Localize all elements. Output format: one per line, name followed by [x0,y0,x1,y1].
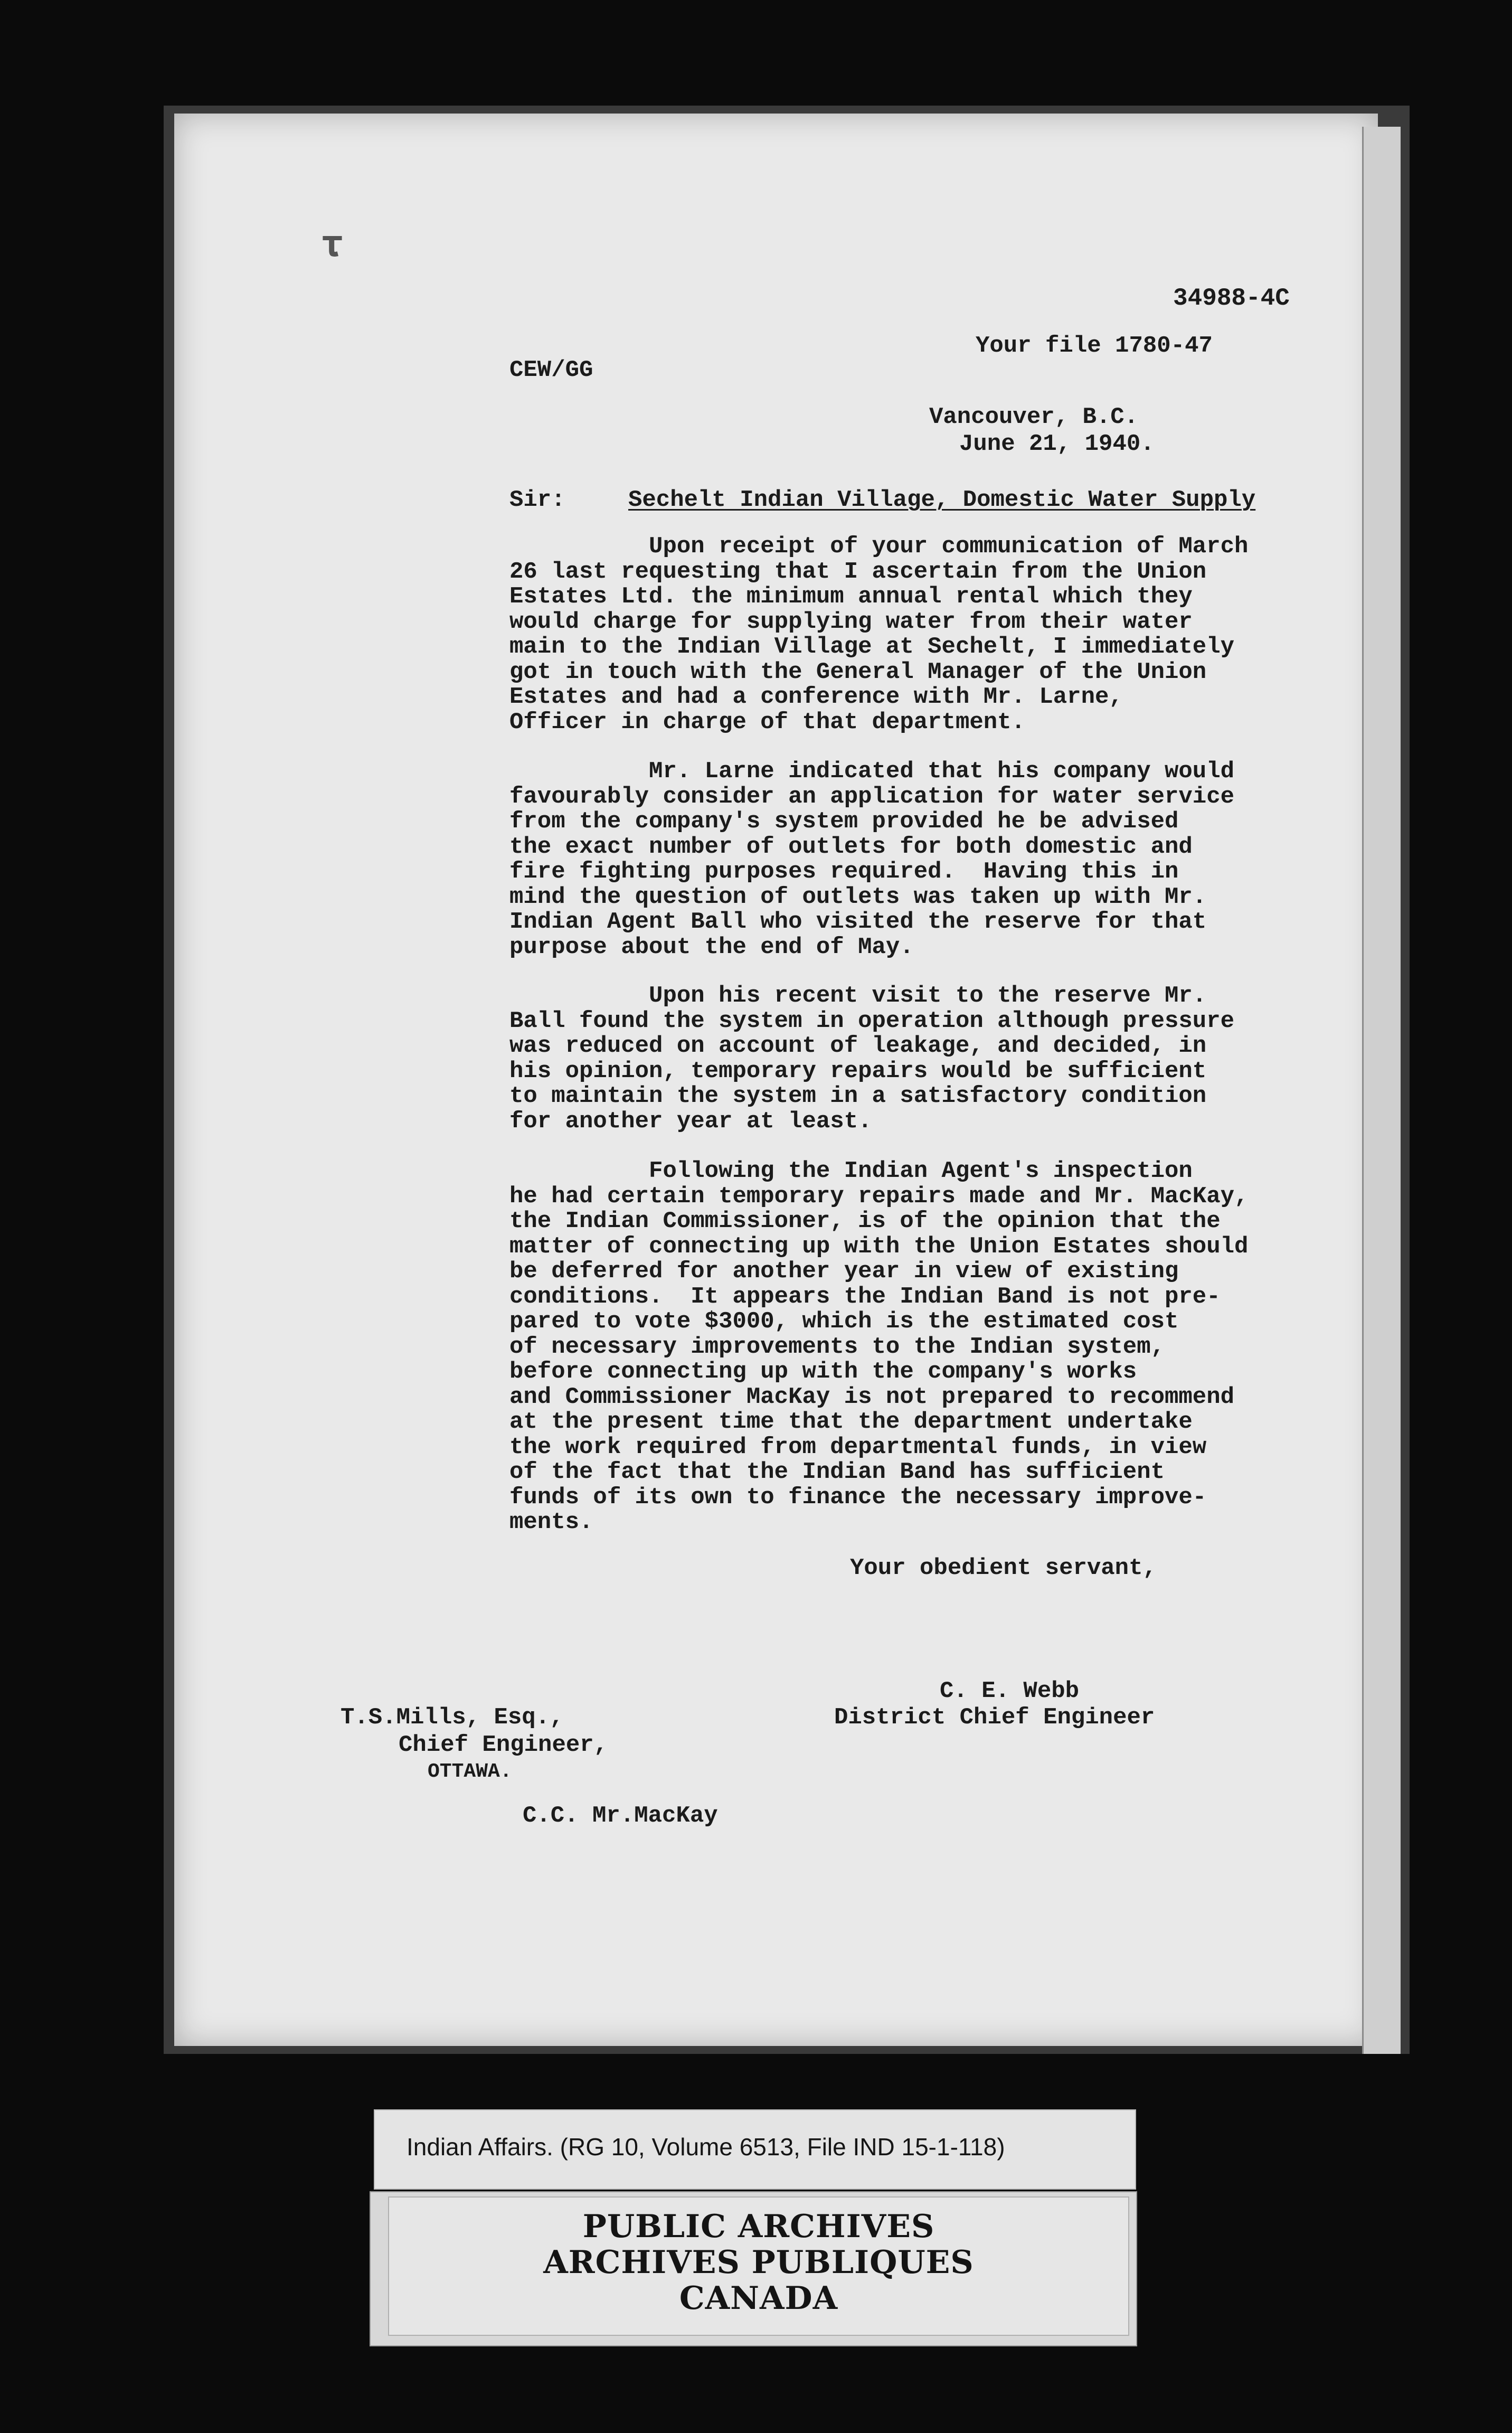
paragraph-line: be deferred for another year in view of existing [509,1258,1179,1285]
paragraph-3 [509,984,1234,1134]
subject-line: Sechelt Indian Village, Domestic Water Supply [628,487,1256,513]
carbon-copy-line: C.C. Mr.MacKay [523,1803,718,1829]
paragraph-line: the Indian Commissioner, is of the opinion that the [509,1208,1221,1234]
paragraph-line: funds of its own to finance the necessary improve- [509,1484,1207,1511]
paragraph-line: favourably consider an application for water service [509,783,1235,810]
paragraph-line: of the fact that the Indian Band has sufficient [509,1459,1165,1485]
paragraph-line: got in touch with the General Manager of the Union [509,658,1207,685]
paragraph-line: main to the Indian Village at Sechelt, I immediately [509,634,1235,660]
paragraph-line: of necessary improvements to the Indian system, [509,1333,1165,1360]
paragraph-line: pared to vote $3000, which is the estimated cost [509,1308,1179,1335]
paragraph-line: Ball found the system in operation although pressure [509,1007,1235,1034]
paragraph-line: before connecting up with the company's works [509,1359,1137,1385]
paragraph-line: Indian Agent Ball who visited the reserve for that [509,909,1207,935]
paragraph-line: Upon receipt of your communication of March [509,533,1249,560]
paragraph-line: conditions. It appears the Indian Band is not pre- [509,1283,1221,1310]
paragraph-line: Mr. Larne indicated that his company would [509,758,1235,785]
paragraph-line: matter of connecting up with the Union Estates should [509,1233,1249,1260]
paragraph-line: the exact number of outlets for both domestic and [509,833,1193,860]
paragraph-line: to maintain the system in a satisfactory condition [509,1083,1207,1109]
salutation: Sir: [509,487,565,513]
paragraph-line: his opinion, temporary repairs would be sufficient [509,1058,1207,1085]
paragraph-line: Officer in charge of that department. [509,709,1025,735]
signatory-name: C. E. Webb [940,1678,1080,1704]
paragraph-line: 26 last requesting that I ascertain from the Union [509,558,1207,585]
paragraph-1 [509,534,1248,735]
addressee-city: OTTAWA. [428,1760,512,1783]
paragraph-line: for another year at least. [509,1108,872,1135]
paragraph-line: Following the Indian Agent's inspection [509,1158,1193,1184]
handwritten-mark: 𝛕 [322,222,343,265]
reference-number: 34988-4C [1173,285,1290,312]
your-file-reference: Your file 1780-47 [976,333,1213,359]
paragraph-line: mind the question of outlets was taken up with Mr. [509,883,1207,910]
closing-line: Your obedient servant, [850,1555,1157,1581]
archive-stamp-line: PUBLIC ARCHIVES [582,2208,935,2245]
archive-label [374,2109,1136,2190]
signatory-title: District Chief Engineer [834,1704,1155,1731]
paragraph-line: from the company's system provided he be advised [509,808,1179,835]
page-edge [1362,127,1401,2054]
paragraph-line: Estates Ltd. the minimum annual rental which they [509,583,1193,610]
paragraph-line: and Commissioner MacKay is not prepared to recommend [509,1383,1235,1410]
paragraph-line: purpose about the end of May. [509,933,914,960]
typist-initials: CEW/GG [509,357,593,383]
paragraph-line: Upon his recent visit to the reserve Mr. [509,983,1207,1009]
addressee-title: Chief Engineer, [399,1732,608,1758]
paragraph-line: fire fighting purposes required. Having this in [509,859,1179,885]
paragraph-4 [509,1159,1248,1535]
paragraph-line: he had certain temporary repairs made and Mr. MacKay, [509,1183,1249,1210]
paragraph-2 [509,759,1234,960]
addressee-name: T.S.Mills, Esq., [341,1704,564,1731]
paragraph-line: the work required from departmental funds, in view [509,1434,1207,1460]
paragraph-line: ments. [509,1509,593,1535]
archive-stamp [388,2196,1129,2336]
paragraph-line: Estates and had a conference with Mr. Larne, [509,684,1123,710]
letter-date: June 21, 1940. [959,431,1155,457]
paragraph-line: would charge for supplying water from their water [509,608,1193,635]
paragraph-line: at the present time that the department undertake [509,1409,1193,1435]
sender-place: Vancouver, B.C. [929,404,1139,430]
archive-stamp-line: CANADA [679,2280,838,2317]
paragraph-line: was reduced on account of leakage, and decided, in [509,1033,1207,1059]
archive-label-text: Indian Affairs. (RG 10, Volume 6513, File IND 15-1-118) [407,2133,1005,2161]
archive-stamp-line: ARCHIVES PUBLIQUES [543,2244,974,2281]
